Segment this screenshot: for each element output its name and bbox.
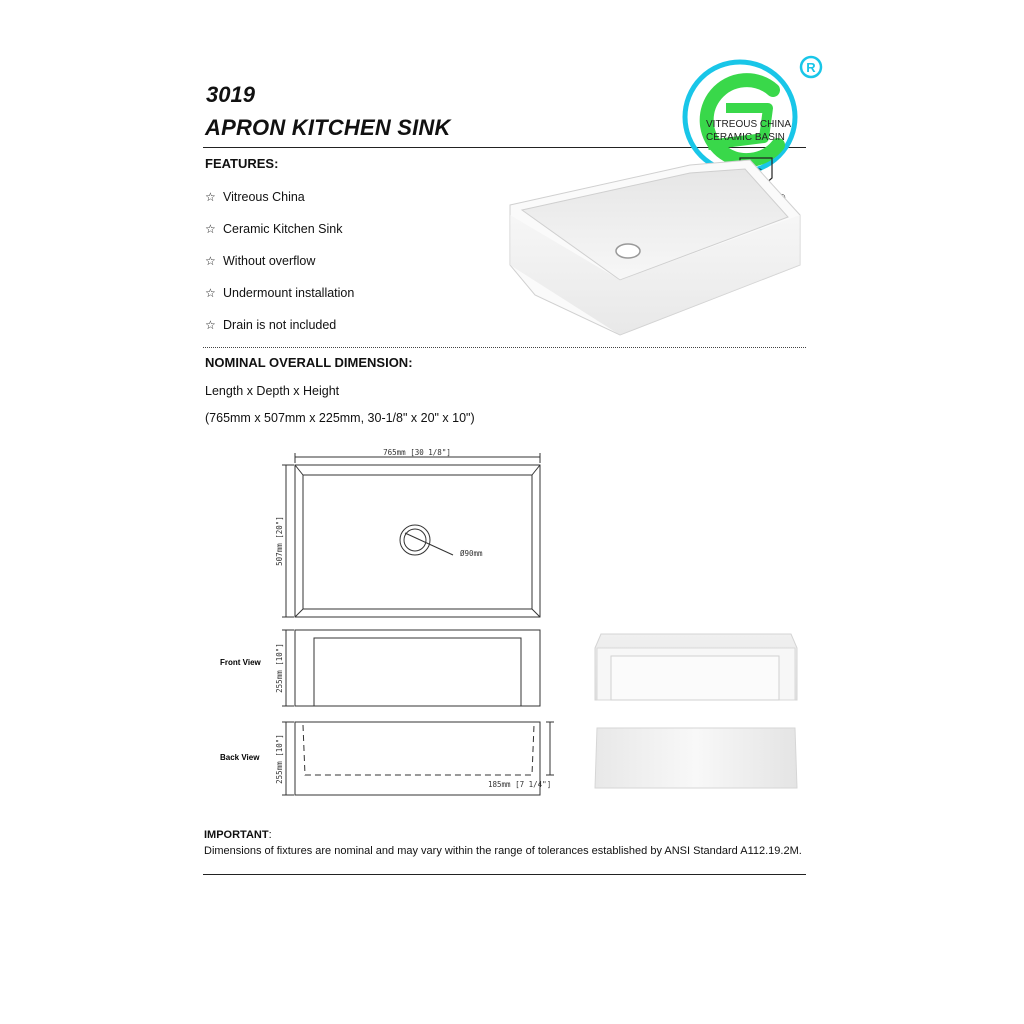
front-view-label: Front View [220,658,261,667]
model-number: 3019 [206,82,255,107]
section-divider [203,347,806,348]
sink-photo-back [593,726,799,790]
top-width-label: 765mm [30 1/8"] [383,448,451,457]
back-depth-label: 185mm [7 1/4"] [488,780,552,789]
dimension-values: (765mm x 507mm x 225mm, 30-1/8" x 20" x 10") [205,411,475,425]
important-label: IMPORTANT [204,829,269,841]
important-note: IMPORTANT: [204,829,272,841]
cert-line1: VITREOUS CHINA [706,119,792,130]
drain-label: Ø90mm [460,549,483,558]
dimension-heading: NOMINAL OVERALL DIMENSION: [205,355,413,370]
disclaimer-text: Dimensions of fixtures are nominal and may vary within the range of tolerances established by ANSI Standard A112.19.2M. [204,845,802,857]
feature-item: ☆ Undermount installation [205,286,355,300]
star-icon: ☆ [205,254,216,268]
footer-divider [203,874,806,875]
star-icon: ☆ [205,222,216,236]
back-height-label: 255mm [10"] [275,734,284,784]
top-depth-label: 507mm [20"] [275,516,284,566]
features-heading: FEATURES: [205,156,279,171]
feature-item: ☆ Vitreous China [205,190,305,204]
star-icon: ☆ [205,190,216,204]
technical-drawing [210,445,570,825]
feature-item: ☆ Ceramic Kitchen Sink [205,222,343,236]
drain-hole [616,244,640,258]
feature-item: ☆ Drain is not included [205,318,337,332]
front-height-label: 255mm [10"] [275,643,284,693]
top-view [282,453,540,617]
front-view [282,630,540,706]
sink-photo-front [593,630,799,702]
star-icon: ☆ [205,286,216,300]
sink-photo-top [500,155,810,340]
dimension-labels: Length x Depth x Height [205,384,340,398]
svg-text:R: R [806,60,816,75]
feature-item: ☆ Without overflow [205,254,316,268]
cert-line2: CERAMIC BASIN [706,132,785,143]
star-icon: ☆ [205,318,216,332]
product-title: APRON KITCHEN SINK [205,115,451,140]
back-view-label: Back View [220,753,260,762]
